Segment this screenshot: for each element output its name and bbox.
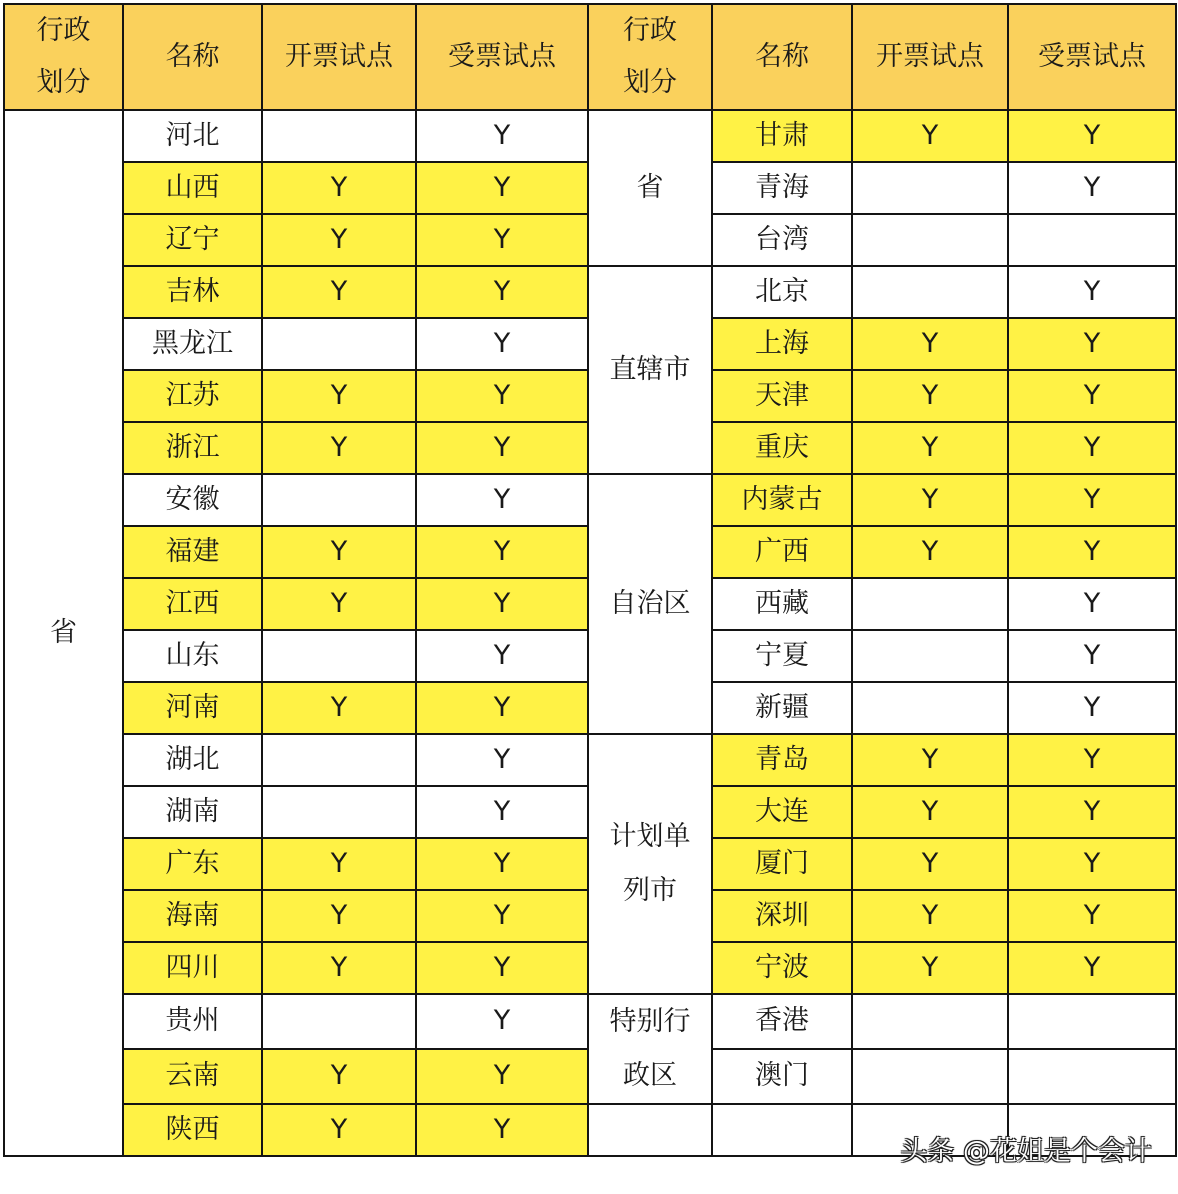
table-row	[4, 266, 1176, 318]
receive-pilot-cell: Y	[416, 890, 588, 942]
header-issue-left: 开票试点	[262, 4, 416, 110]
receive-pilot-cell: Y	[1008, 526, 1176, 578]
issue-pilot-cell: Y	[262, 422, 416, 474]
receive-pilot-cell: Y	[1008, 682, 1176, 734]
division-text: 政区	[623, 1060, 677, 1091]
receive-pilot-cell: Y	[1008, 110, 1176, 162]
header-text: 划分	[36, 67, 91, 98]
issue-pilot-cell: Y	[852, 526, 1008, 578]
header-issue-right: 开票试点	[852, 4, 1008, 110]
issue-pilot-cell	[852, 214, 1008, 266]
division-cell-right: 自治区	[588, 474, 712, 734]
issue-pilot-cell	[262, 734, 416, 786]
issue-pilot-cell: Y	[852, 318, 1008, 370]
division-cell-left: 省	[4, 110, 123, 1156]
receive-pilot-cell: Y	[416, 474, 588, 526]
issue-pilot-cell: Y	[262, 266, 416, 318]
region-name: 厦门	[712, 838, 852, 890]
table-body	[4, 110, 1176, 1156]
region-name: 浙江	[123, 422, 262, 474]
region-name: 四川	[123, 942, 262, 994]
region-name: 宁波	[712, 942, 852, 994]
table-row	[4, 734, 1176, 786]
receive-pilot-cell: Y	[416, 526, 588, 578]
header-receive-right: 受票试点	[1008, 4, 1176, 110]
region-name: 青岛	[712, 734, 852, 786]
pilot-regions-table	[3, 3, 1177, 1157]
header-text: 划分	[623, 67, 677, 98]
receive-pilot-cell: Y	[416, 838, 588, 890]
region-name: 湖南	[123, 786, 262, 838]
receive-pilot-cell: Y	[1008, 890, 1176, 942]
region-name: 福建	[123, 526, 262, 578]
division-cell-right: 省	[588, 110, 712, 266]
region-name: 山西	[123, 162, 262, 214]
region-name: 北京	[712, 266, 852, 318]
header-division-right	[588, 4, 712, 110]
issue-pilot-cell	[262, 786, 416, 838]
region-name: 青海	[712, 162, 852, 214]
issue-pilot-cell	[262, 110, 416, 162]
issue-pilot-cell: Y	[262, 890, 416, 942]
issue-pilot-cell: Y	[852, 422, 1008, 474]
issue-pilot-cell: Y	[852, 838, 1008, 890]
header-row	[4, 4, 1176, 110]
region-name: 云南	[123, 1049, 262, 1104]
region-name: 湖北	[123, 734, 262, 786]
issue-pilot-cell	[852, 1049, 1008, 1104]
header-name-left: 名称	[123, 4, 262, 110]
region-name: 台湾	[712, 214, 852, 266]
issue-pilot-cell	[262, 630, 416, 682]
issue-pilot-cell: Y	[262, 526, 416, 578]
receive-pilot-cell: Y	[416, 162, 588, 214]
issue-pilot-cell: Y	[262, 578, 416, 630]
division-text: 列市	[623, 875, 677, 906]
table-row	[4, 110, 1176, 162]
receive-pilot-cell: Y	[1008, 162, 1176, 214]
issue-pilot-cell	[852, 682, 1008, 734]
division-text: 计划单	[609, 821, 691, 852]
receive-pilot-cell: Y	[1008, 630, 1176, 682]
issue-pilot-cell: Y	[852, 370, 1008, 422]
region-name: 河北	[123, 110, 262, 162]
receive-pilot-cell: Y	[416, 1049, 588, 1104]
region-name: 陕西	[123, 1104, 262, 1156]
division-cell-right	[588, 1104, 712, 1156]
receive-pilot-cell: Y	[1008, 422, 1176, 474]
header-text: 行政	[623, 15, 677, 46]
issue-pilot-cell: Y	[262, 1049, 416, 1104]
receive-pilot-cell: Y	[416, 214, 588, 266]
receive-pilot-cell: Y	[416, 370, 588, 422]
region-name: 贵州	[123, 994, 262, 1049]
issue-pilot-cell	[852, 994, 1008, 1049]
issue-pilot-cell: Y	[852, 734, 1008, 786]
receive-pilot-cell: Y	[416, 318, 588, 370]
region-name: 澳门	[712, 1049, 852, 1104]
header-name-right: 名称	[712, 4, 852, 110]
region-name: 大连	[712, 786, 852, 838]
issue-pilot-cell: Y	[262, 838, 416, 890]
table-row	[4, 994, 1176, 1049]
region-name: 内蒙古	[712, 474, 852, 526]
region-name: 深圳	[712, 890, 852, 942]
region-name: 吉林	[123, 266, 262, 318]
issue-pilot-cell: Y	[262, 942, 416, 994]
region-name: 河南	[123, 682, 262, 734]
receive-pilot-cell: Y	[1008, 942, 1176, 994]
region-name: 新疆	[712, 682, 852, 734]
receive-pilot-cell: Y	[1008, 266, 1176, 318]
receive-pilot-cell: Y	[1008, 838, 1176, 890]
receive-pilot-cell: Y	[416, 266, 588, 318]
region-name: 天津	[712, 370, 852, 422]
region-name: 广西	[712, 526, 852, 578]
issue-pilot-cell: Y	[262, 1104, 416, 1156]
receive-pilot-cell: Y	[416, 422, 588, 474]
issue-pilot-cell: Y	[852, 890, 1008, 942]
region-name	[712, 1104, 852, 1156]
issue-pilot-cell: Y	[262, 214, 416, 266]
receive-pilot-cell: Y	[1008, 734, 1176, 786]
division-cell-right: 直辖市	[588, 266, 712, 474]
region-name: 辽宁	[123, 214, 262, 266]
region-name: 重庆	[712, 422, 852, 474]
region-name: 江西	[123, 578, 262, 630]
division-text: 特别行	[609, 1006, 691, 1037]
division-cell-right	[588, 994, 712, 1104]
receive-pilot-cell: Y	[416, 734, 588, 786]
issue-pilot-cell: Y	[852, 474, 1008, 526]
table-row	[4, 474, 1176, 526]
receive-pilot-cell: Y	[1008, 474, 1176, 526]
header-division-left	[4, 4, 123, 110]
region-name: 江苏	[123, 370, 262, 422]
region-name: 宁夏	[712, 630, 852, 682]
region-name: 黑龙江	[123, 318, 262, 370]
receive-pilot-cell: Y	[1008, 370, 1176, 422]
receive-pilot-cell: Y	[1008, 318, 1176, 370]
issue-pilot-cell	[852, 266, 1008, 318]
issue-pilot-cell	[852, 630, 1008, 682]
region-name: 海南	[123, 890, 262, 942]
receive-pilot-cell	[1008, 994, 1176, 1049]
issue-pilot-cell	[262, 994, 416, 1049]
receive-pilot-cell: Y	[416, 994, 588, 1049]
region-name: 广东	[123, 838, 262, 890]
issue-pilot-cell	[262, 474, 416, 526]
receive-pilot-cell: Y	[416, 942, 588, 994]
receive-pilot-cell: Y	[416, 110, 588, 162]
header-receive-left: 受票试点	[416, 4, 588, 110]
header-text: 行政	[36, 15, 91, 46]
region-name: 安徽	[123, 474, 262, 526]
issue-pilot-cell: Y	[262, 682, 416, 734]
region-name: 上海	[712, 318, 852, 370]
receive-pilot-cell: Y	[416, 578, 588, 630]
receive-pilot-cell: Y	[416, 682, 588, 734]
receive-pilot-cell: Y	[416, 786, 588, 838]
division-cell-right	[588, 734, 712, 994]
issue-pilot-cell: Y	[262, 162, 416, 214]
issue-pilot-cell	[852, 578, 1008, 630]
region-name: 山东	[123, 630, 262, 682]
region-name: 西藏	[712, 578, 852, 630]
issue-pilot-cell: Y	[852, 942, 1008, 994]
region-name: 甘肃	[712, 110, 852, 162]
issue-pilot-cell: Y	[262, 370, 416, 422]
issue-pilot-cell	[262, 318, 416, 370]
region-name: 香港	[712, 994, 852, 1049]
receive-pilot-cell	[1008, 214, 1176, 266]
issue-pilot-cell: Y	[852, 110, 1008, 162]
receive-pilot-cell: Y	[416, 1104, 588, 1156]
issue-pilot-cell: Y	[852, 786, 1008, 838]
watermark: 头条 @花姐是个会计	[900, 1136, 1152, 1167]
receive-pilot-cell: Y	[1008, 578, 1176, 630]
receive-pilot-cell: Y	[416, 630, 588, 682]
issue-pilot-cell	[852, 162, 1008, 214]
receive-pilot-cell	[1008, 1049, 1176, 1104]
receive-pilot-cell: Y	[1008, 786, 1176, 838]
